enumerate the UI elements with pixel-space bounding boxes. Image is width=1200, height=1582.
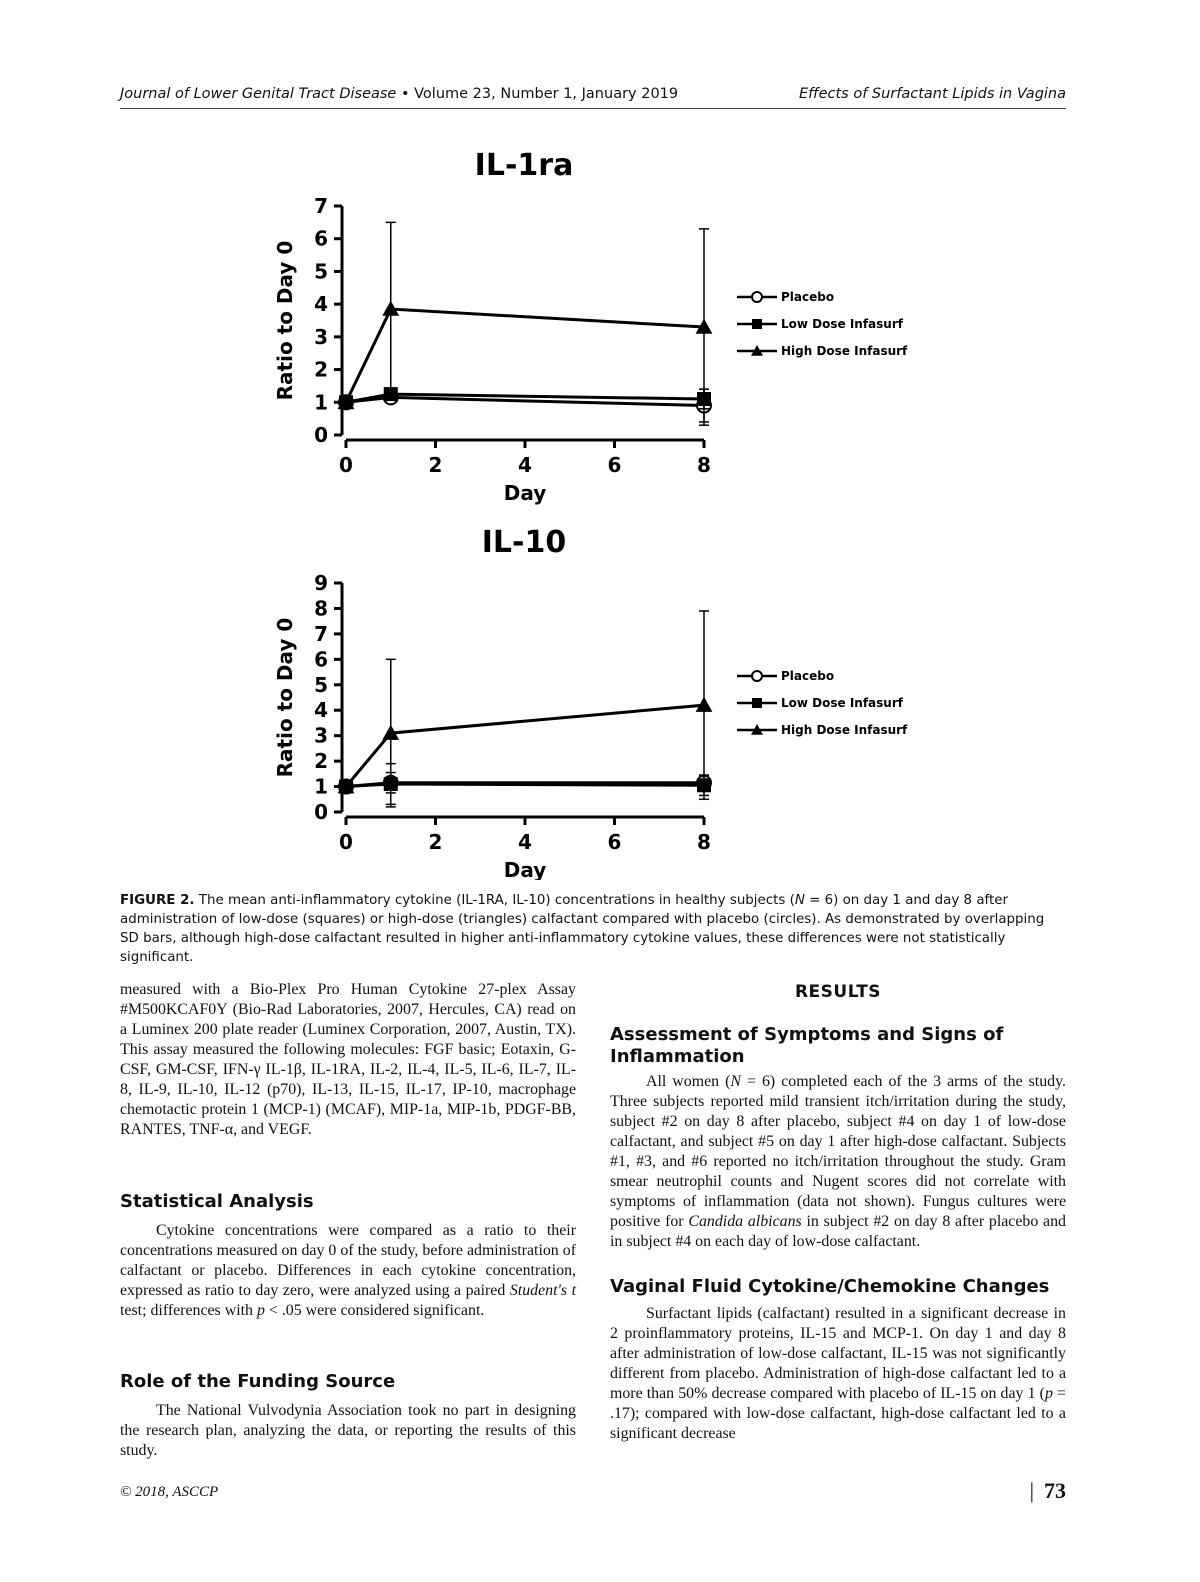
journal-volume: Volume 23, Number 1, January 2019 [414,86,679,102]
high-dose-infasurf-line [346,309,704,402]
stat-text-b: test; differences with [120,1302,257,1319]
methods-paragraph: measured with a Bio-Plex Pro Human Cytokine 27-plex Assay #M500KCAF0Y (Bio-Rad Laboratories, 2007, Hercules, CA) read on a Luminex 200 plate reader (Luminex Corporation, 2007, Austin, TX). This assay measured the following molecules: FGF basic; Eotaxin, G-CSF, GM-CSF, IFN-γ IL-1β, IL-1RA, IL-2, IL-4, IL-5, IL-6, IL-7, IL-8, IL-9, IL-10, IL-12 (p70), IL-13, IL-15, IL-17, IP-10, macrophage chemotactic protein 1 (MCP-1) (MCAF), MIP-1a, MIP-1b, PDGF-BB, RANTES, TNF-α, and VEGF. [120,981,576,1138]
running-title: Effects of Surfactant Lipids in Vagina [798,86,1066,102]
y-tick-label: 5 [314,259,328,284]
statistical-analysis-heading: Statistical Analysis [120,1191,314,1212]
vaginal-fluid-heading: Vaginal Fluid Cytokine/Chemokine Changes [610,1276,1050,1297]
legend-label-low-dose-infasurf: Low Dose Infasurf [781,696,903,710]
legend-label-high-dose-infasurf: High Dose Infasurf [781,344,908,358]
legend-label-high-dose-infasurf: High Dose Infasurf [781,723,908,737]
y-tick-label: 9 [314,571,328,595]
x-tick-label: 4 [518,453,532,477]
y-tick-label: 3 [314,723,328,748]
x-tick-label: 8 [697,830,711,854]
y-tick-label: 0 [314,800,328,824]
x-axis-title: Day [503,858,547,880]
assessment-paragraph [610,1072,1066,1252]
y-tick-label: 5 [314,672,328,697]
y-tick-label: 7 [314,194,328,218]
y-tick-label: 6 [314,226,328,251]
y-axis-title: Ratio to Day 0 [273,617,297,778]
legend-marker-low-dose-infasurf [752,698,762,708]
vaginal-text-b: = .17); compared with low-dose calfactant, high-dose calfactant led to a significant decrease [610,1385,1066,1442]
y-tick-label: 8 [314,596,328,621]
legend-marker-low-dose-infasurf [752,319,762,329]
stat-text-a: Cytokine concentrations were compared as a ratio to their concentrations measured on day 0 of the study, before administration of calfactant or placebo. Differences in each cytokine concentration, expressed as ratio to day zero, were analyzed using a paired [120,1222,576,1299]
x-tick-label: 2 [428,453,443,477]
y-tick-label: 7 [314,621,328,646]
chart-title: IL-1ra [474,148,574,183]
caption-label: FIGURE 2. [120,893,195,908]
y-tick-label: 4 [314,698,328,723]
copyright: © 2018, ASCCP [120,1484,219,1500]
page-number: 73 [1044,1478,1066,1503]
chart-title: IL-10 [481,525,567,560]
legend-label-low-dose-infasurf: Low Dose Infasurf [781,317,903,331]
x-tick-label: 6 [607,830,622,854]
y-tick-label: 3 [314,324,328,349]
right-column [610,980,1066,1444]
statistical-analysis-paragraph [120,1221,576,1321]
page-number-block [1030,1478,1066,1504]
x-tick-label: 6 [607,453,622,477]
chart-il10 [273,525,908,880]
y-tick-label: 1 [314,774,328,799]
y-tick-label: 2 [314,357,328,382]
y-tick-label: 1 [314,390,328,415]
y-axis-title: Ratio to Day 0 [273,240,297,401]
vaginal-p-symbol: p [1044,1385,1053,1402]
stat-p-symbol: p [256,1302,265,1319]
x-axis-title: Day [503,481,547,505]
assess-text-a: All women ( [646,1073,731,1090]
journal-name: Journal of Lower Genital Tract Disease [120,86,397,102]
assess-species: Candida albicans [688,1213,802,1230]
x-tick-label: 0 [339,830,353,854]
x-tick-label: 4 [518,830,532,854]
low-dose-infasurf-line [346,784,704,787]
y-tick-label: 0 [314,423,328,447]
legend-marker-placebo [752,292,762,302]
vaginal-text-a: Surfactant lipids (calfactant) resulted in a significant decrease in 2 proinflammatory proteins, IL-15 and MCP-1. On day 1 and day 8 after administration of low-dose calfactant, IL-15 was not significantly different from placebo. Administration of high-dose calfactant led to a more than 50% decrease compared with placebo of IL-15 on day 1 ( [610,1305,1066,1402]
header-bullet: • [400,86,410,102]
stat-test-name: Student's t [509,1282,577,1299]
caption-text-a: The mean anti-inflammatory cytokine (IL-1RA, IL-10) concentrations in healthy subjects ( [194,893,795,908]
assessment-heading: Assessment of Symptoms and Signs of Inflammation [610,1024,1004,1067]
y-tick-label: 6 [314,647,328,672]
legend-marker-placebo [752,671,762,681]
high-dose-infasurf-line [346,705,704,786]
left-column [120,980,576,1461]
vaginal-fluid-paragraph [610,1304,1066,1444]
x-tick-label: 2 [428,830,443,854]
assess-text-b: = 6) completed each of the 3 arms of the study. Three subjects reported mild transient itch/irritation during the study, subject #2 on day 8 after placebo, subject #4 on day 1 of low-dose calfactant, and subject #5 on day 1 after high-dose calfactant. Subjects #1, #3, and #6 reported no itch/irritation throughout the study. Gram smear neutrophil counts and Nugent scores did not correlate with symptoms of inflammation (data not shown). Fungus cultures were positive for [610,1073,1067,1230]
page-separator: | [1029,1478,1034,1503]
assess-n-symbol: N [730,1073,741,1090]
x-tick-label: 0 [339,453,353,477]
legend-label-placebo: Placebo [781,669,835,683]
funding-paragraph: The National Vulvodynia Association took no part in designing the research plan, analyzing the data, or reporting the results of this study. [120,1402,576,1459]
figure-caption [120,891,1066,967]
legend-label-placebo: Placebo [781,290,835,304]
y-tick-label: 4 [314,292,328,317]
y-tick-label: 2 [314,749,328,774]
caption-n-symbol: N [794,893,805,908]
assess-text-c: in subject #2 on day 8 after placebo and in subject #4 on each day of low-dose calfactant. [610,1213,1066,1250]
funding-heading: Role of the Funding Source [120,1371,396,1392]
x-tick-label: 8 [697,453,711,477]
chart-il1ra [273,148,908,505]
results-heading: RESULTS [794,982,882,1002]
stat-text-c: < .05 were considered significant. [264,1302,485,1319]
caption-text-b: = 6) on day 1 and day 8 after administration of low-dose (squares) or high-dose (triangles) calfactant compared with placebo (circles). As demonstrated by overlapping SD bars, although high-dose calfactant resulted in higher anti-inflammatory cytokine values, these differences were not statistically significant. [120,893,1045,965]
